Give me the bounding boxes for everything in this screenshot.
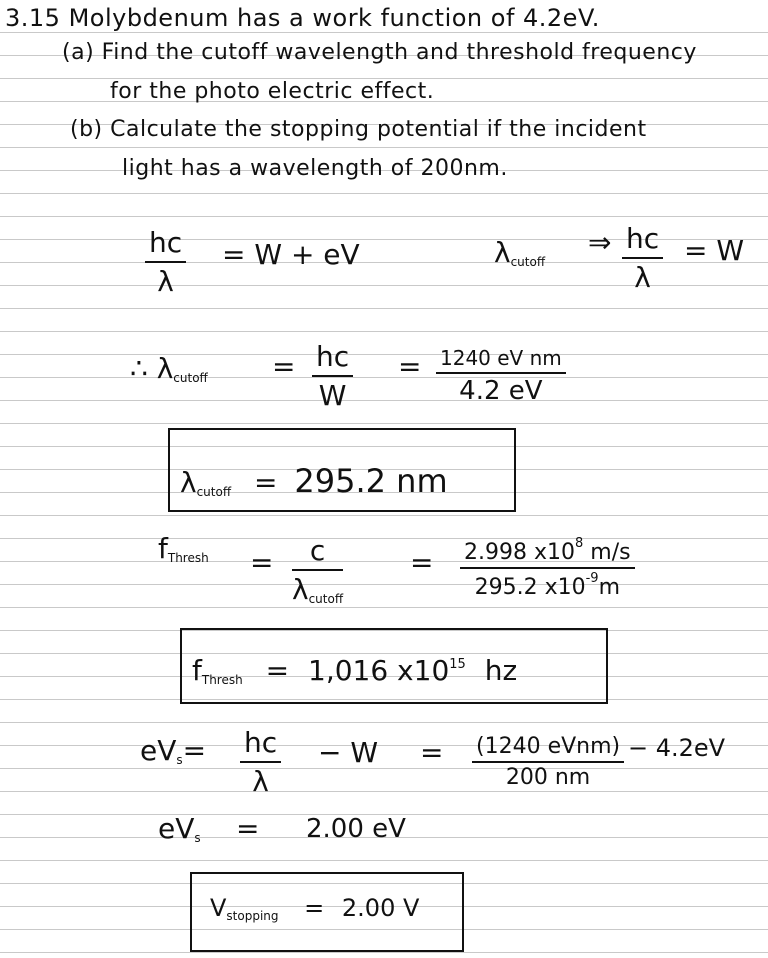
stopping-energy-value: 2.00 eV: [306, 814, 406, 844]
problem-part-a-cont: for the photo electric effect.: [110, 79, 435, 104]
equals-sign: =: [272, 350, 296, 383]
result-stopping-potential: $V_{stopping} = 2.00$ V: [210, 894, 420, 923]
result-threshold-frequency: $f_{Thresh} = 1,016$ $x10^{15}$ hz: [192, 654, 518, 687]
fraction-hc-over-w: $\frac{hc}{W}$: [312, 340, 353, 412]
ev-s-label-2: $eV_s$: [158, 812, 201, 845]
fraction-hc-over-lambda-2: $\frac{hc}{\lambda}$: [622, 222, 663, 294]
f-thresh-label: $f_{Thresh}$: [158, 532, 209, 565]
equals-sign-4: =: [410, 546, 434, 579]
fraction-hc-over-lambda-3: $\frac{hc}{\lambda}$: [240, 726, 281, 798]
equals-sign-3: =: [250, 546, 274, 579]
ev-s-label: $eV_s=$: [140, 734, 207, 767]
fraction-hc-over-lambda: $\frac{hc}{\lambda}$: [145, 226, 186, 298]
problem-title: 3.15 Molybdenum has a work function of 4.2eV.: [5, 4, 600, 32]
fraction-1240-over-4-2: 1240 eV nm 4.2 eV: [436, 346, 566, 406]
equation-rhs: = W + eV: [222, 238, 360, 271]
equals-sign-5: =: [420, 736, 444, 769]
implies-arrow: ⇒: [588, 226, 612, 259]
minus-w: − W: [318, 736, 379, 769]
problem-part-b: (b) Calculate the stopping potential if the incident: [70, 117, 647, 142]
lambda-cutoff-label: $\lambda_{cutoff}$: [494, 236, 546, 269]
equals-sign-6: =: [236, 812, 260, 845]
fraction-speed-over-wavelength: $\frac{2.998 x10^8 m/s}{295.2 x10^{-9}m}$: [460, 536, 635, 600]
fraction-c-over-lambda: c $\lambda_{cutoff}$: [292, 534, 344, 606]
fraction-1240-over-200: (1240 eVnm) 200 nm: [472, 734, 624, 790]
equation-rhs-2: = W: [684, 234, 745, 267]
problem-part-a: (a) Find the cutoff wavelength and threshold frequency: [62, 40, 697, 65]
minus-work-function: − 4.2eV: [628, 734, 726, 762]
result-cutoff-wavelength: $\lambda_{cutoff} = 295.2$ nm: [180, 462, 448, 500]
therefore-lambda-cutoff: ∴ $\lambda_{cutoff}$: [130, 352, 208, 385]
problem-part-b-cont: light has a wavelength of 200nm.: [122, 156, 508, 181]
equals-sign-2: =: [398, 350, 422, 383]
